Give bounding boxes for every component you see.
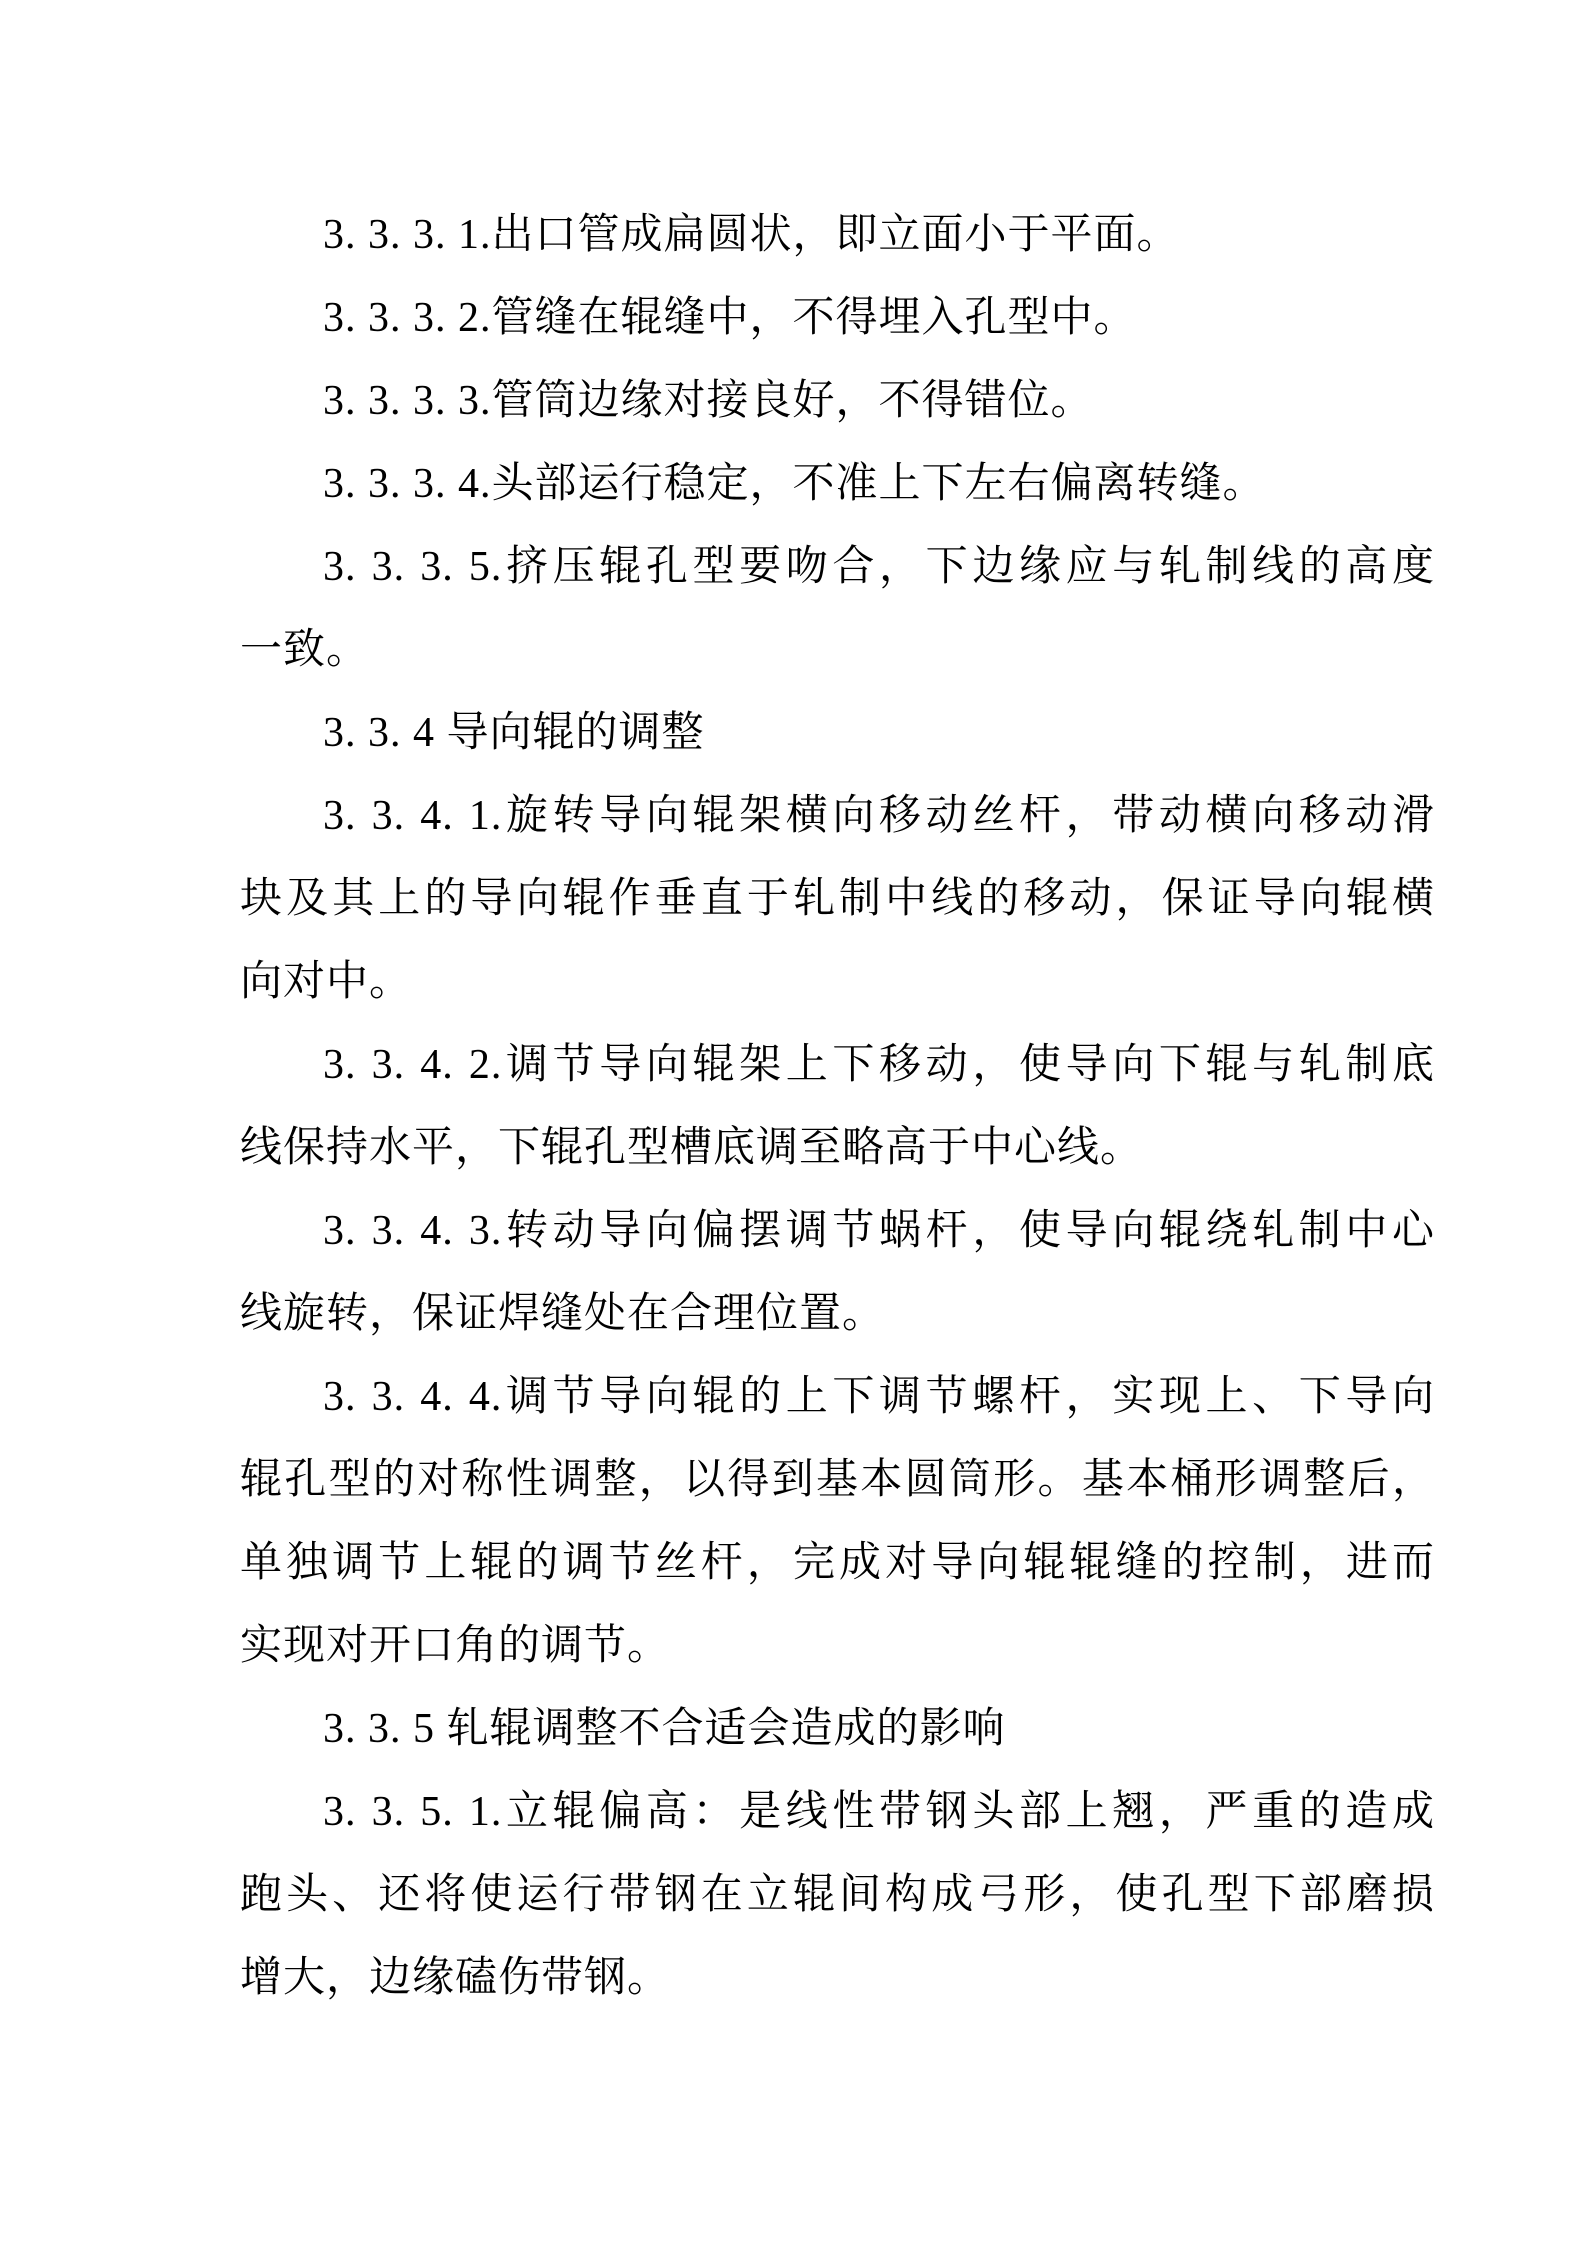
text-line: 辊孔型的对称性调整，以得到基本圆筒形。基本桶形调整后，: [240, 1457, 1435, 1503]
text-line: 3. 3. 4. 1.旋转导向辊架横向移动丝杆，带动横向移动滑: [323, 793, 1435, 839]
text-line: 块及其上的导向辊作垂直于轧制中线的移动，保证导向辊横: [240, 876, 1435, 922]
text-line: 向对中。: [240, 959, 413, 1005]
text-line: 3. 3. 4. 4.调节导向辊的上下调节螺杆，实现上、下导向: [323, 1374, 1435, 1420]
text-line: 跑头、还将使运行带钢在立辊间构成弓形，使孔型下部磨损: [240, 1872, 1435, 1918]
text-line: 增大，边缘磕伤带钢。: [240, 1955, 671, 2001]
text-line: 3. 3. 4. 3.转动导向偏摆调节蜗杆，使导向辊绕轧制中心: [323, 1208, 1435, 1254]
text-line: 实现对开口角的调节。: [240, 1623, 671, 1669]
text-line section-heading: 3. 3. 5 轧辊调整不合适会造成的影响: [323, 1706, 1006, 1752]
text-line: 3. 3. 4. 2.调节导向辊架上下移动，使导向下辊与轧制底: [323, 1042, 1435, 1088]
text-line section-heading: 3. 3. 4 导向辊的调整: [323, 710, 705, 756]
text-line: 3. 3. 5. 1.立辊偏高：是线性带钢头部上翘，严重的造成: [323, 1789, 1435, 1835]
text-line: 3. 3. 3. 3.管筒边缘对接良好，不得错位。: [323, 378, 1094, 424]
text-line: 3. 3. 3. 1.出口管成扁圆状，即立面小于平面。: [323, 212, 1180, 258]
text-line: 3. 3. 3. 2.管缝在辊缝中，不得埋入孔型中。: [323, 295, 1137, 341]
text-line: 3. 3. 3. 4.头部运行稳定，不准上下左右偏离转缝。: [323, 461, 1266, 507]
text-line: 一致。: [240, 627, 370, 673]
text-line: 3. 3. 3. 5.挤压辊孔型要吻合，下边缘应与轧制线的高度: [323, 544, 1435, 590]
text-line: 线旋转，保证焊缝处在合理位置。: [240, 1291, 886, 1337]
text-line: 单独调节上辊的调节丝杆，完成对导向辊辊缝的控制，进而: [240, 1540, 1435, 1586]
text-line: 线保持水平，下辊孔型槽底调至略高于中心线。: [240, 1125, 1144, 1171]
